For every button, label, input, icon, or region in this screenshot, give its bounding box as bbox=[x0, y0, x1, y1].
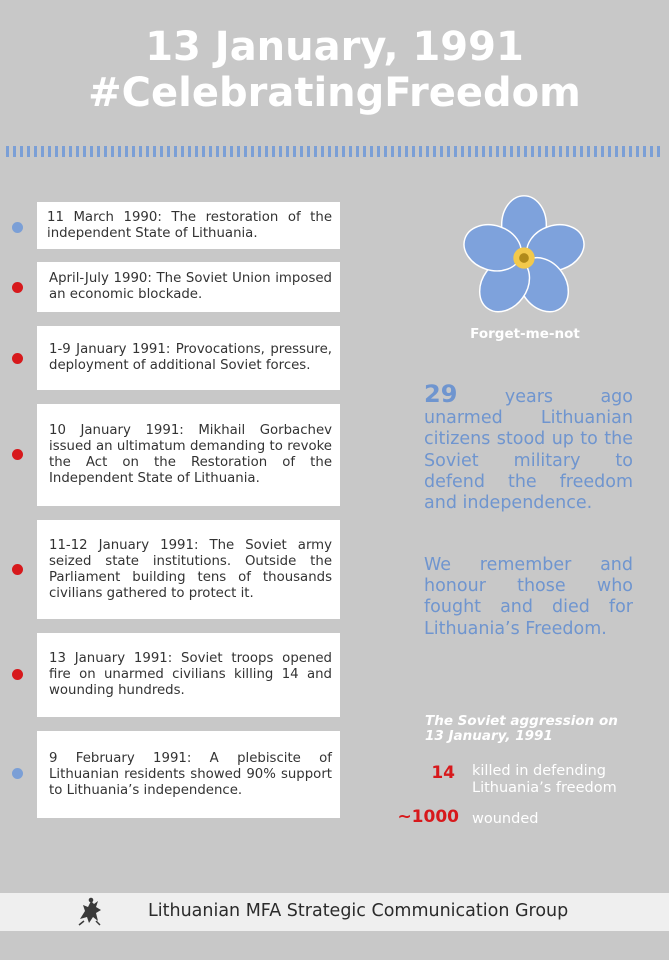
decorative-dashed-divider bbox=[6, 146, 663, 157]
remembrance-paragraph-1-text: years ago unarmed Lithuanian citizens stood up to the Soviet military to defend the freedom and independence. bbox=[424, 387, 633, 514]
wounded-label: wounded bbox=[472, 811, 539, 827]
wounded-number: ~1000 bbox=[397, 807, 459, 827]
timeline-item bbox=[37, 520, 340, 619]
timeline-item bbox=[37, 202, 340, 249]
remembrance-paragraph-1 bbox=[424, 380, 633, 514]
timeline-dot bbox=[12, 669, 23, 680]
killed-label-line2: Lithuania’s freedom bbox=[472, 780, 617, 796]
timeline-item-text: 1-9 January 1991: Provocations, pressure, deployment of additional Soviet forces. bbox=[49, 342, 332, 373]
years-number: 29 bbox=[424, 380, 458, 408]
timeline-item-text: 10 January 1991: Mikhail Gorbachev issued an ultimatum demanding to revoke the Act on the Restoration of the Independent State of Lithuania. bbox=[49, 423, 332, 486]
flower-center-inner bbox=[519, 253, 529, 263]
timeline-item-text: 11 March 1990: The restoration of the independent State of Lithuania. bbox=[47, 209, 332, 241]
timeline-item bbox=[37, 731, 340, 818]
timeline-dot bbox=[12, 353, 23, 364]
page-title-line2: #CelebratingFreedom bbox=[88, 70, 581, 116]
timeline-dot bbox=[12, 768, 23, 779]
aggression-title-line1: The Soviet aggression on bbox=[425, 713, 618, 729]
page-title-line1: 13 January, 1991 bbox=[145, 24, 524, 70]
timeline-item-text: April-July 1990: The Soviet Union imposed an economic blockade. bbox=[49, 271, 332, 302]
aggression-title bbox=[425, 714, 645, 744]
killed-label bbox=[472, 763, 617, 797]
timeline-dot bbox=[12, 282, 23, 293]
timeline-dot bbox=[12, 449, 23, 460]
killed-number: 14 bbox=[431, 763, 455, 783]
timeline-item-text: 9 February 1991: A plebiscite of Lithuanian residents showed 90% support to Lithuania’s independence. bbox=[49, 750, 332, 798]
vytis-coat-of-arms-icon bbox=[76, 895, 104, 928]
timeline-item bbox=[37, 404, 340, 506]
timeline-item bbox=[37, 326, 340, 390]
footer-bar bbox=[0, 893, 669, 931]
timeline-item bbox=[37, 633, 340, 717]
forget-me-not-flower-icon bbox=[456, 190, 592, 326]
timeline-dot bbox=[12, 564, 23, 575]
killed-label-line1: killed in defending bbox=[472, 763, 607, 779]
aggression-title-line2: 13 January, 1991 bbox=[425, 728, 553, 744]
timeline-item-text: 11-12 January 1991: The Soviet army seized state institutions. Outside the Parliament building tens of thousands civilians gathered to protect it. bbox=[49, 537, 332, 601]
timeline-item bbox=[37, 262, 340, 312]
footer-text: Lithuanian MFA Strategic Communication Group bbox=[148, 901, 569, 921]
timeline-dot bbox=[12, 222, 23, 233]
flower-caption: Forget-me-not bbox=[470, 326, 580, 342]
remembrance-paragraph-2: We remember and honour those who fought and died for Lithuania’s Freedom. bbox=[424, 555, 633, 639]
timeline-item-text: 13 January 1991: Soviet troops opened fire on unarmed civilians killing 14 and wounding hundreds. bbox=[49, 651, 332, 698]
